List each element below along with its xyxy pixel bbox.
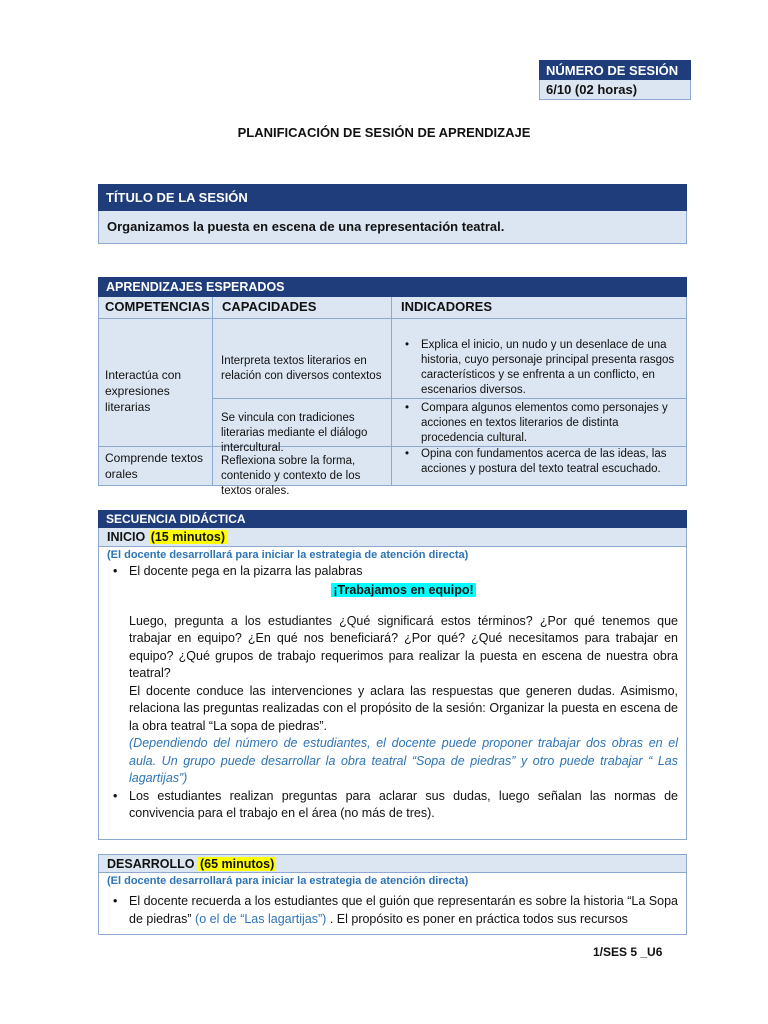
indicador-3: • Opina con fundamentos acerca de las ideas, las acciones y postura del texto teatral escuchado. bbox=[421, 447, 683, 477]
expected-learning-header: APRENDIZAJES ESPERADOS bbox=[98, 277, 687, 297]
teamwork-highlight: ¡Trabajamos en equipo! bbox=[333, 582, 474, 597]
expected-learning-table bbox=[98, 277, 687, 497]
capacidad-3: Reflexiona sobre la forma, contenido y contexto de los textos orales. bbox=[221, 455, 361, 497]
inicio-bullet-2: • Los estudiantes realizan preguntas para aclarar sus dudas, luego señalan las normas de convivencia para el trabajo en el área (no más de tres). bbox=[129, 788, 678, 823]
indicador-2: • Compara algunos elementos como personajes y acciones en textos literarios de distinta procedencia cultural. bbox=[421, 401, 683, 446]
desarrollo-bullet-1 bbox=[129, 893, 678, 928]
desarrollo-duration: (65 minutos) bbox=[199, 857, 275, 871]
desarrollo-row bbox=[98, 854, 687, 873]
capacidad-1: Interpreta textos literarios en relación con diversos contextos bbox=[221, 355, 382, 382]
indicador-1: • Explica el inicio, un nudo y un desenlace de una historia, cuyo personaje principal presenta rasgos característicos y se enfrenta a un conflicto, en escenarios diversos. bbox=[421, 338, 683, 398]
didactic-sequence bbox=[98, 510, 687, 935]
competencia-2: Comprende textos orales bbox=[105, 451, 204, 481]
desarrollo-text-blue: (o el de “Las lagartijas”) bbox=[195, 911, 327, 926]
session-number-box bbox=[539, 60, 691, 100]
desarrollo-label: DESARROLLO bbox=[107, 857, 195, 871]
col-competencias: COMPETENCIAS bbox=[105, 299, 210, 314]
inicio-duration: (15 minutos) bbox=[150, 530, 225, 544]
inicio-bullet-1: • El docente pega en la pizarra las palabras bbox=[129, 563, 678, 581]
page-footer: 1/SES 5 _U6 bbox=[593, 945, 663, 959]
session-number-label: NÚMERO DE SESIÓN bbox=[539, 60, 691, 80]
inicio-body bbox=[98, 547, 687, 840]
page-title: PLANIFICACIÓN DE SESIÓN DE APRENDIZAJE bbox=[237, 125, 531, 140]
session-title-box bbox=[98, 184, 687, 244]
desarrollo-text-1: El docente recuerda a los estudiantes que el guión que representarán es sobre la historia “La Sopa de piedras” bbox=[129, 894, 678, 926]
sequence-header: SECUENCIA DIDÁCTICA bbox=[98, 510, 687, 528]
col-indicadores: INDICADORES bbox=[401, 299, 493, 314]
capacidad-2: Se vincula con tradiciones literarias mediante el diálogo intercultural. bbox=[221, 412, 368, 454]
inicio-label: INICIO bbox=[107, 530, 146, 544]
col-capacidades: CAPACIDADES bbox=[222, 299, 317, 314]
session-title-value: Organizamos la puesta en escena de una representación teatral. bbox=[98, 211, 687, 244]
inicio-paragraph-1: Luego, pregunta a los estudiantes ¿Qué significará estos términos? ¿Por qué tenemos que trabajar en equipo? ¿En qué nos beneficiará? ¿Por qué? ¿Qué necesitamos para trabajar en equipo? ¿Qué grupos de trabajo requerimos para realizar la puesta en escena de nuestra obra teatral? bbox=[129, 613, 678, 680]
session-number-value: 6/10 (02 horas) bbox=[539, 80, 691, 100]
inicio-row bbox=[98, 528, 687, 547]
session-title-header: TÍTULO DE LA SESIÓN bbox=[98, 184, 687, 211]
desarrollo-body bbox=[98, 873, 687, 935]
competencia-1: Interactúa con expresiones literarias bbox=[105, 368, 182, 414]
desarrollo-note: (El docente desarrollará para iniciar la estrategia de atención directa) bbox=[107, 875, 469, 887]
expected-learning-grid bbox=[98, 297, 687, 497]
inicio-note: (El docente desarrollará para iniciar la estrategia de atención directa) bbox=[107, 549, 469, 561]
inicio-paragraph-2: El docente conduce las intervenciones y aclara las respuestas que generen dudas. Asimismo, relaciona las preguntas realizadas con el propósito de la sesión: Organizar la puesta en escena de la obra teatral “La sopa de piedras”. bbox=[129, 683, 678, 733]
desarrollo-text-2: . El propósito es poner en práctica todos sus recursos bbox=[329, 911, 628, 926]
inicio-paragraph-3: (Dependiendo del número de estudiantes, el docente puede proponer trabajar dos obras en el aula. Un grupo puede desarrollar la obra teatral “Sopa de piedras” y otro puede trabajar “ Las lagartijas”) bbox=[129, 736, 678, 785]
